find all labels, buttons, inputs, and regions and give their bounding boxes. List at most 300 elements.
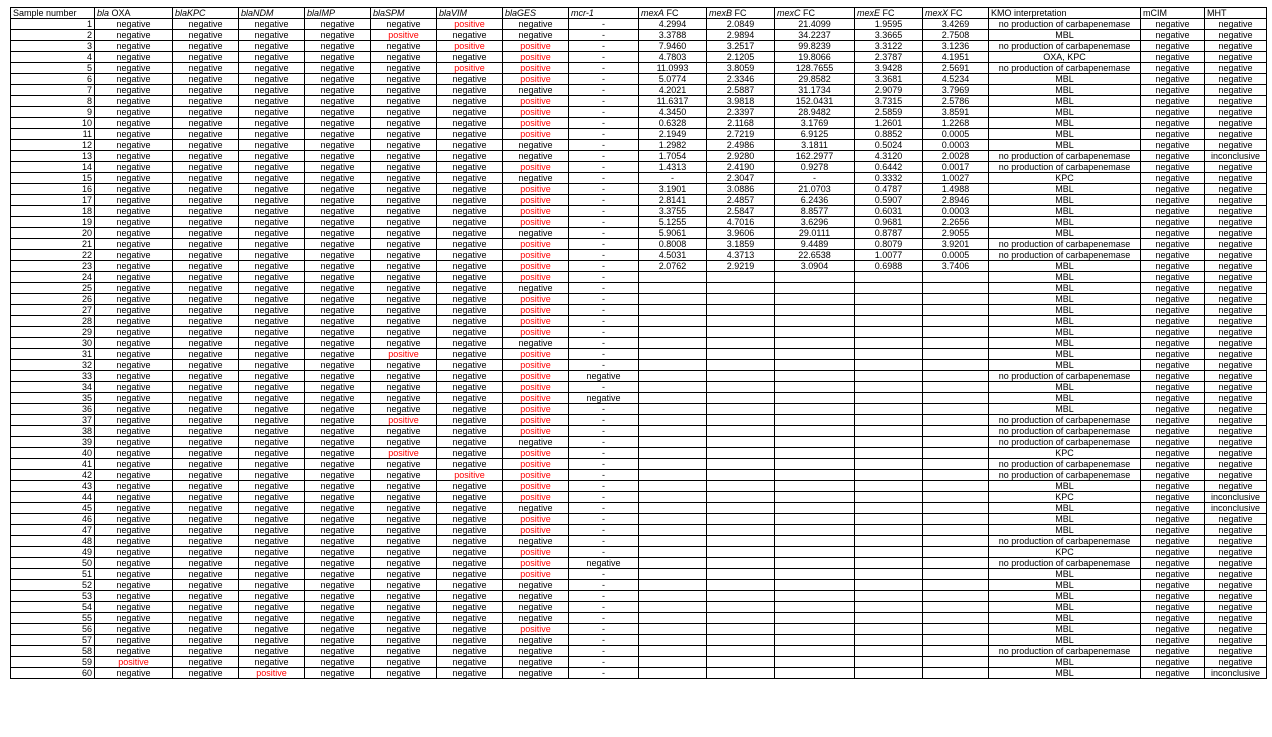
table-cell: negative [95, 646, 173, 657]
table-cell: positive [371, 448, 437, 459]
table-cell: 2.0028 [923, 151, 989, 162]
table-cell: negative [437, 448, 503, 459]
table-cell [639, 646, 707, 657]
table-cell [775, 448, 855, 459]
table-cell: 3.3788 [639, 30, 707, 41]
table-cell: negative [1205, 580, 1267, 591]
table-cell: negative [305, 415, 371, 426]
table-cell: negative [305, 305, 371, 316]
table-row [11, 41, 1267, 52]
column-header [437, 8, 503, 19]
table-cell: positive [503, 74, 569, 85]
table-cell: negative [371, 404, 437, 415]
table-cell [775, 305, 855, 316]
table-cell: negative [437, 129, 503, 140]
table-cell: negative [371, 261, 437, 272]
table-cell: negative [437, 569, 503, 580]
table-cell: negative [95, 580, 173, 591]
table-cell [923, 470, 989, 481]
table-cell: - [569, 294, 639, 305]
table-cell: 0.6031 [855, 206, 923, 217]
table-cell [639, 514, 707, 525]
table-cell [923, 294, 989, 305]
table-cell: negative [95, 624, 173, 635]
table-cell: negative [371, 503, 437, 514]
table-cell: negative [95, 635, 173, 646]
table-cell: negative [239, 19, 305, 30]
column-header [569, 8, 639, 19]
table-cell [707, 316, 775, 327]
table-cell: 0.8079 [855, 239, 923, 250]
header-sample-number: Sample number [11, 8, 95, 19]
table-cell: 0.6988 [855, 261, 923, 272]
column-header-text: FC [948, 8, 963, 18]
table-cell: negative [503, 85, 569, 96]
table-cell: negative [173, 184, 239, 195]
sample-number-cell: 46 [11, 514, 95, 525]
table-cell: negative [1141, 514, 1205, 525]
table-cell: negative [305, 668, 371, 679]
table-cell [923, 547, 989, 558]
table-cell [707, 492, 775, 503]
table-cell: positive [503, 448, 569, 459]
table-cell: - [569, 547, 639, 558]
table-cell [707, 602, 775, 613]
table-cell: 3.4269 [923, 19, 989, 30]
column-header-italic: mexA [641, 8, 665, 18]
table-row [11, 63, 1267, 74]
sample-number-cell: 49 [11, 547, 95, 558]
table-cell: 3.0904 [775, 261, 855, 272]
table-cell: positive [503, 239, 569, 250]
table-cell: 1.2982 [639, 140, 707, 151]
table-cell: negative [305, 74, 371, 85]
table-cell: negative [239, 349, 305, 360]
table-cell: negative [371, 305, 437, 316]
table-cell: 1.0077 [855, 250, 923, 261]
table-cell: negative [173, 19, 239, 30]
table-cell: negative [95, 668, 173, 679]
column-header [1205, 8, 1267, 19]
table-cell [923, 404, 989, 415]
table-cell: - [569, 63, 639, 74]
sample-number-cell: 13 [11, 151, 95, 162]
table-cell [639, 536, 707, 547]
table-cell [855, 283, 923, 294]
table-cell: negative [305, 558, 371, 569]
table-cell: negative [1205, 657, 1267, 668]
table-cell [923, 338, 989, 349]
table-cell: negative [1141, 503, 1205, 514]
table-cell: negative [569, 393, 639, 404]
table-cell: negative [239, 272, 305, 283]
table-cell: negative [437, 437, 503, 448]
table-cell [855, 305, 923, 316]
table-cell: negative [239, 437, 305, 448]
table-cell: negative [95, 85, 173, 96]
table-cell: negative [371, 294, 437, 305]
table-cell: - [569, 382, 639, 393]
table-cell: negative [1141, 96, 1205, 107]
table-cell: MBL [989, 525, 1141, 536]
table-cell: negative [437, 536, 503, 547]
table-cell: negative [503, 635, 569, 646]
table-cell: negative [371, 426, 437, 437]
table-cell: negative [305, 272, 371, 283]
table-row [11, 569, 1267, 580]
table-cell: negative [437, 668, 503, 679]
table-cell [923, 349, 989, 360]
sample-number-cell: 54 [11, 602, 95, 613]
table-cell: negative [173, 316, 239, 327]
table-cell: - [569, 118, 639, 129]
table-cell: positive [371, 415, 437, 426]
table-cell: positive [503, 272, 569, 283]
table-cell: negative [1141, 272, 1205, 283]
table-cell: negative [437, 547, 503, 558]
column-header [989, 8, 1141, 19]
table-cell: negative [437, 140, 503, 151]
table-cell: negative [305, 547, 371, 558]
table-cell: negative [95, 338, 173, 349]
table-cell: positive [503, 52, 569, 63]
table-cell [855, 371, 923, 382]
table-cell: negative [173, 448, 239, 459]
table-cell: positive [503, 184, 569, 195]
column-header-italic: blaGES [505, 8, 537, 18]
table-cell: negative [95, 52, 173, 63]
table-cell [707, 426, 775, 437]
table-cell: negative [1205, 19, 1267, 30]
table-cell: negative [305, 481, 371, 492]
table-cell: negative [95, 591, 173, 602]
column-header [173, 8, 239, 19]
table-cell [639, 338, 707, 349]
table-cell: negative [371, 602, 437, 613]
table-cell: negative [371, 338, 437, 349]
table-cell: MBL [989, 107, 1141, 118]
table-cell: negative [1141, 492, 1205, 503]
table-row [11, 173, 1267, 184]
table-cell: negative [371, 591, 437, 602]
table-cell: negative [503, 613, 569, 624]
table-cell: negative [95, 96, 173, 107]
table-cell: negative [305, 635, 371, 646]
table-cell: negative [95, 349, 173, 360]
sample-number-cell: 10 [11, 118, 95, 129]
sample-number-cell: 8 [11, 96, 95, 107]
table-cell [855, 536, 923, 547]
table-cell: negative [305, 569, 371, 580]
table-cell: 2.4986 [707, 140, 775, 151]
table-cell: negative [1205, 371, 1267, 382]
table-cell: - [569, 140, 639, 151]
table-cell [775, 536, 855, 547]
table-cell: negative [503, 19, 569, 30]
sample-number-cell: 55 [11, 613, 95, 624]
sample-number-cell: 35 [11, 393, 95, 404]
table-cell: 1.0027 [923, 173, 989, 184]
table-cell [707, 547, 775, 558]
table-cell [707, 272, 775, 283]
table-cell: negative [1141, 437, 1205, 448]
table-cell: - [569, 228, 639, 239]
table-cell [775, 393, 855, 404]
table-cell: MBL [989, 74, 1141, 85]
table-cell: positive [503, 162, 569, 173]
table-cell: 1.9595 [855, 19, 923, 30]
table-cell: negative [239, 426, 305, 437]
table-cell: negative [173, 294, 239, 305]
table-cell: negative [437, 294, 503, 305]
table-cell: negative [305, 261, 371, 272]
table-cell [639, 569, 707, 580]
table-cell: MBL [989, 85, 1141, 96]
table-cell: negative [437, 591, 503, 602]
table-cell: 3.1859 [707, 239, 775, 250]
sample-number-cell: 4 [11, 52, 95, 63]
table-cell: negative [1205, 338, 1267, 349]
table-cell: 4.5031 [639, 250, 707, 261]
sample-number-cell: 29 [11, 327, 95, 338]
table-cell: negative [95, 316, 173, 327]
table-cell: negative [1205, 129, 1267, 140]
table-cell [639, 492, 707, 503]
table-cell: negative [1141, 30, 1205, 41]
table-cell: negative [1205, 349, 1267, 360]
table-cell [707, 591, 775, 602]
table-cell: negative [437, 657, 503, 668]
table-cell: negative [371, 228, 437, 239]
table-cell: MBL [989, 602, 1141, 613]
column-header-italic: blaSPM [373, 8, 405, 18]
table-cell: - [569, 338, 639, 349]
table-cell: MBL [989, 327, 1141, 338]
table-cell: 2.1168 [707, 118, 775, 129]
table-cell: negative [371, 250, 437, 261]
table-cell: no production of carbapenemase [989, 19, 1141, 30]
table-cell: negative [437, 492, 503, 503]
table-cell: negative [371, 173, 437, 184]
table-cell: negative [1141, 393, 1205, 404]
table-cell: negative [173, 162, 239, 173]
table-cell: negative [1205, 294, 1267, 305]
table-cell: negative [437, 525, 503, 536]
table-cell: negative [173, 657, 239, 668]
table-cell [855, 668, 923, 679]
table-cell: MBL [989, 668, 1141, 679]
table-cell: negative [1141, 129, 1205, 140]
table-cell: negative [1141, 41, 1205, 52]
table-cell: negative [569, 371, 639, 382]
table-cell: negative [173, 85, 239, 96]
table-cell: negative [1205, 272, 1267, 283]
table-cell: 5.1255 [639, 217, 707, 228]
table-cell: negative [371, 41, 437, 52]
table-cell: negative [173, 349, 239, 360]
table-cell: negative [173, 30, 239, 41]
table-cell: negative [95, 426, 173, 437]
table-cell [855, 492, 923, 503]
table-cell [923, 415, 989, 426]
table-cell: negative [173, 195, 239, 206]
table-cell: negative [173, 415, 239, 426]
table-cell [923, 272, 989, 283]
table-cell [855, 294, 923, 305]
table-cell [639, 316, 707, 327]
table-cell [923, 624, 989, 635]
table-cell: positive [503, 217, 569, 228]
table-cell: negative [437, 162, 503, 173]
table-cell: negative [173, 547, 239, 558]
table-cell [639, 360, 707, 371]
table-cell [775, 371, 855, 382]
table-row [11, 52, 1267, 63]
table-cell [855, 426, 923, 437]
table-cell: - [569, 569, 639, 580]
table-cell: 11.0993 [639, 63, 707, 74]
table-cell: negative [95, 140, 173, 151]
table-cell [923, 525, 989, 536]
table-cell: negative [437, 360, 503, 371]
sample-number-cell: 51 [11, 569, 95, 580]
table-cell: negative [1205, 96, 1267, 107]
table-cell: negative [239, 470, 305, 481]
table-cell [775, 316, 855, 327]
table-cell: negative [1205, 613, 1267, 624]
table-cell [639, 404, 707, 415]
table-cell: negative [173, 140, 239, 151]
table-cell: negative [173, 239, 239, 250]
table-cell: negative [437, 624, 503, 635]
table-cell: negative [437, 371, 503, 382]
table-cell: negative [95, 228, 173, 239]
table-cell: negative [173, 250, 239, 261]
table-cell: - [569, 162, 639, 173]
table-cell: negative [1205, 305, 1267, 316]
table-cell: negative [95, 503, 173, 514]
table-row [11, 140, 1267, 151]
column-header-italic: mcr-1 [571, 8, 594, 18]
table-cell: negative [305, 151, 371, 162]
table-cell: positive [371, 349, 437, 360]
table-cell: negative [305, 118, 371, 129]
table-cell [707, 558, 775, 569]
table-cell: negative [305, 591, 371, 602]
table-cell [923, 382, 989, 393]
table-cell: 4.7803 [639, 52, 707, 63]
table-cell: negative [437, 184, 503, 195]
table-cell: 3.3122 [855, 41, 923, 52]
sample-number-cell: 34 [11, 382, 95, 393]
table-cell: - [639, 173, 707, 184]
sample-number-cell: 41 [11, 459, 95, 470]
table-cell [923, 580, 989, 591]
table-cell: negative [239, 206, 305, 217]
table-cell: negative [371, 151, 437, 162]
table-cell: negative [305, 624, 371, 635]
table-cell [639, 437, 707, 448]
table-cell: negative [305, 217, 371, 228]
table-cell: negative [95, 151, 173, 162]
table-cell: negative [1141, 371, 1205, 382]
table-cell: - [569, 481, 639, 492]
sample-number-cell: 45 [11, 503, 95, 514]
table-cell: negative [305, 140, 371, 151]
table-cell: negative [239, 393, 305, 404]
table-cell: negative [239, 52, 305, 63]
table-cell [855, 547, 923, 558]
table-cell: 6.9125 [775, 129, 855, 140]
table-row [11, 580, 1267, 591]
table-cell: positive [503, 327, 569, 338]
table-cell [923, 602, 989, 613]
table-cell [639, 349, 707, 360]
table-cell: 2.0762 [639, 261, 707, 272]
table-cell: negative [371, 316, 437, 327]
table-cell [775, 437, 855, 448]
table-cell: no production of carbapenemase [989, 415, 1141, 426]
table-cell: negative [437, 239, 503, 250]
table-cell: negative [305, 107, 371, 118]
table-cell: negative [173, 63, 239, 74]
table-cell: 2.9079 [855, 85, 923, 96]
table-cell: negative [1141, 327, 1205, 338]
table-cell: no production of carbapenemase [989, 151, 1141, 162]
table-row [11, 437, 1267, 448]
table-cell: 0.0003 [923, 140, 989, 151]
table-cell: negative [1205, 85, 1267, 96]
table-cell: negative [173, 327, 239, 338]
table-cell: negative [1141, 646, 1205, 657]
table-cell: 152.0431 [775, 96, 855, 107]
table-cell: positive [503, 63, 569, 74]
table-cell [707, 580, 775, 591]
table-cell [923, 591, 989, 602]
table-cell: 2.3047 [707, 173, 775, 184]
table-cell [923, 635, 989, 646]
table-cell: 1.4988 [923, 184, 989, 195]
table-cell [639, 558, 707, 569]
table-cell: - [569, 85, 639, 96]
table-cell: negative [95, 30, 173, 41]
table-cell: negative [239, 481, 305, 492]
table-cell: negative [1205, 173, 1267, 184]
table-cell: negative [239, 591, 305, 602]
table-cell: negative [305, 327, 371, 338]
sample-number-cell: 50 [11, 558, 95, 569]
table-cell: MBL [989, 118, 1141, 129]
table-cell: negative [1141, 261, 1205, 272]
table-cell: negative [1141, 184, 1205, 195]
table-cell: negative [239, 250, 305, 261]
table-cell: negative [1205, 118, 1267, 129]
table-cell: negative [1205, 437, 1267, 448]
table-cell: MBL [989, 338, 1141, 349]
table-cell [855, 481, 923, 492]
table-cell: negative [173, 74, 239, 85]
table-cell: negative [503, 503, 569, 514]
table-cell: negative [1141, 305, 1205, 316]
table-cell: negative [437, 382, 503, 393]
table-cell: inconclusive [1205, 151, 1267, 162]
table-cell: - [569, 525, 639, 536]
table-cell: negative [1141, 668, 1205, 679]
column-header-italic: mexB [709, 8, 733, 18]
table-cell: MBL [989, 261, 1141, 272]
table-cell [855, 327, 923, 338]
sample-number-cell: 11 [11, 129, 95, 140]
